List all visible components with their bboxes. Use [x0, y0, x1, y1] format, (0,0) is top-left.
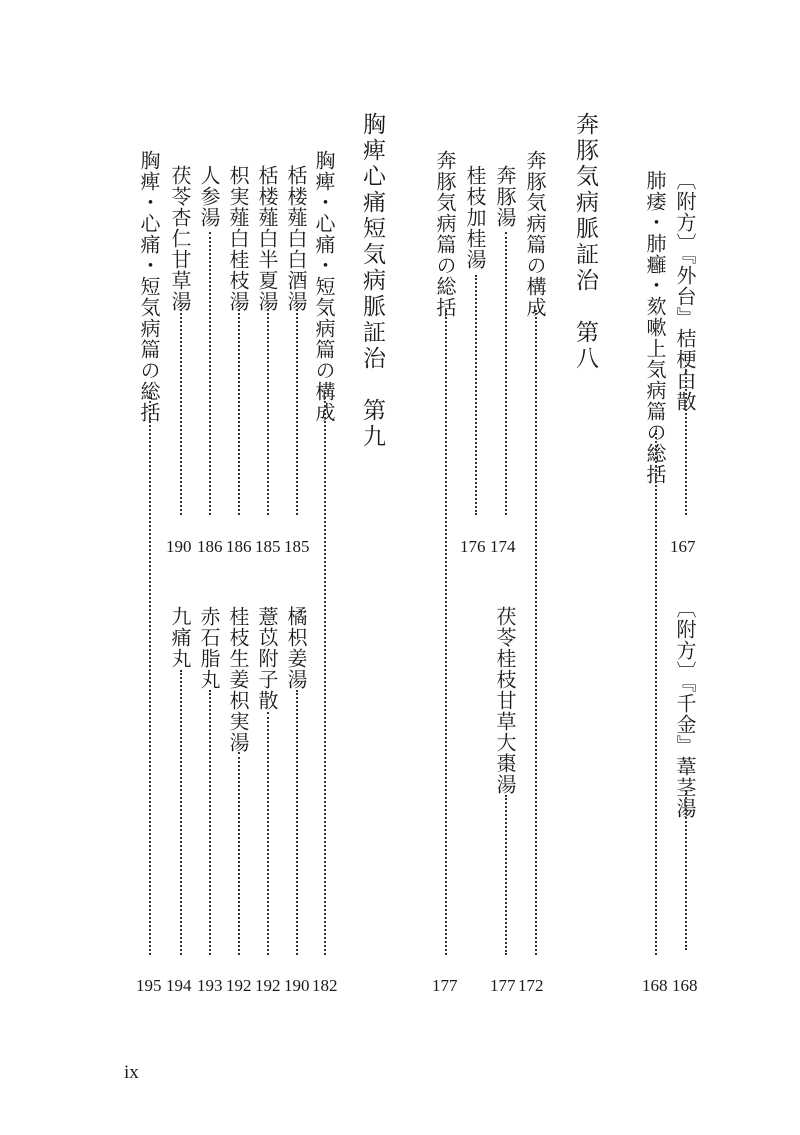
toc-entry-ch8-keishikakei[interactable]: 桂枝加桂湯 — [463, 165, 487, 270]
page-number: 195 — [136, 976, 162, 995]
dot-leader — [267, 305, 269, 515]
dot-leader — [238, 752, 240, 955]
page-number: 185 — [255, 537, 281, 556]
page-number: 172 — [518, 976, 544, 995]
dot-leader — [209, 232, 211, 515]
dot-leader — [535, 310, 537, 955]
dot-leader — [445, 310, 447, 955]
dot-leader — [324, 392, 326, 955]
toc-entry-ch9-summary[interactable]: 胸痺・心痛・短気病篇の総括 — [137, 150, 161, 423]
toc-entry-ch9-ninjin[interactable]: 人参湯 — [197, 165, 221, 228]
page-number: 177 — [432, 976, 458, 995]
toc-entry-ch9-bukuryo-kyonin[interactable]: 茯苓杏仁甘草湯 — [168, 165, 192, 312]
dot-leader — [505, 232, 507, 515]
page-folio: ix — [124, 1062, 139, 1083]
chapter-8-title: 奔豚気病脈証治 第八 — [572, 112, 598, 372]
dot-leader — [267, 712, 269, 955]
toc-entry-ch9-yokui[interactable]: 薏苡附子散 — [255, 606, 279, 711]
page-number: 168 — [672, 976, 698, 995]
toc-entry-ch9-keishi-shokyo[interactable]: 桂枝生姜枳実湯 — [226, 606, 250, 753]
page-number: 174 — [490, 537, 516, 556]
page-number: 168 — [642, 976, 668, 995]
toc-entry-fuho-senkin[interactable]: 〔附方〕『千金』葦茎湯 — [673, 598, 697, 819]
page-number: 186 — [197, 537, 223, 556]
dot-leader — [475, 275, 477, 515]
dot-leader — [655, 430, 657, 955]
dot-leader — [685, 790, 687, 950]
dot-leader — [505, 795, 507, 955]
toc-entry-ch8-summary[interactable]: 奔豚気病篇の総括 — [433, 150, 457, 318]
page-number: 177 — [490, 976, 516, 995]
page-number: 192 — [255, 976, 281, 995]
toc-entry-ch8-structure[interactable]: 奔豚気病篇の構成 — [523, 150, 547, 318]
toc-entry-ch9-kutsu[interactable]: 九痛丸 — [168, 606, 192, 669]
dot-leader — [149, 392, 151, 955]
dot-leader — [685, 365, 687, 515]
dot-leader — [209, 690, 211, 955]
page-number: 190 — [166, 537, 192, 556]
page-number: 176 — [460, 537, 486, 556]
toc-entry-ch9-hakushu[interactable]: 栝楼薤白白酒湯 — [284, 165, 308, 312]
toc-entry-ch8-honton[interactable]: 奔豚湯 — [493, 165, 517, 228]
page-number: 167 — [670, 537, 696, 556]
toc-entry-ch9-kijitsu[interactable]: 枳実薤白桂枝湯 — [226, 165, 250, 312]
toc-entry-fuho-gaidai[interactable]: 〔附方〕『外台』桔梗白散 — [673, 170, 697, 412]
dot-leader — [296, 305, 298, 515]
dot-leader — [238, 305, 240, 515]
toc-entry-ch9-kikkyo[interactable]: 橘枳姜湯 — [284, 606, 308, 690]
page-number: 182 — [312, 976, 338, 995]
dot-leader — [180, 670, 182, 955]
page-number: 185 — [284, 537, 310, 556]
page-number: 192 — [226, 976, 252, 995]
toc-entry-ch9-structure[interactable]: 胸痺・心痛・短気病篇の構成 — [312, 150, 336, 423]
page-number: 190 — [284, 976, 310, 995]
toc-entry-ch9-hange[interactable]: 栝楼薤白半夏湯 — [255, 165, 279, 312]
toc-entry-ch9-shakuseki[interactable]: 赤石脂丸 — [197, 606, 221, 690]
toc-entry-haii-summary[interactable]: 肺痿・肺癰・欬嗽上気病篇の総括 — [643, 170, 667, 485]
page-number: 193 — [197, 976, 223, 995]
chapter-9-title: 胸痺心痛短気病脈証治 第九 — [359, 112, 385, 450]
toc-entry-ch8-bukuryo[interactable]: 茯苓桂枝甘草大棗湯 — [493, 606, 517, 795]
dot-leader — [296, 690, 298, 955]
dot-leader — [180, 305, 182, 515]
page-number: 194 — [166, 976, 192, 995]
page-number: 186 — [226, 537, 252, 556]
